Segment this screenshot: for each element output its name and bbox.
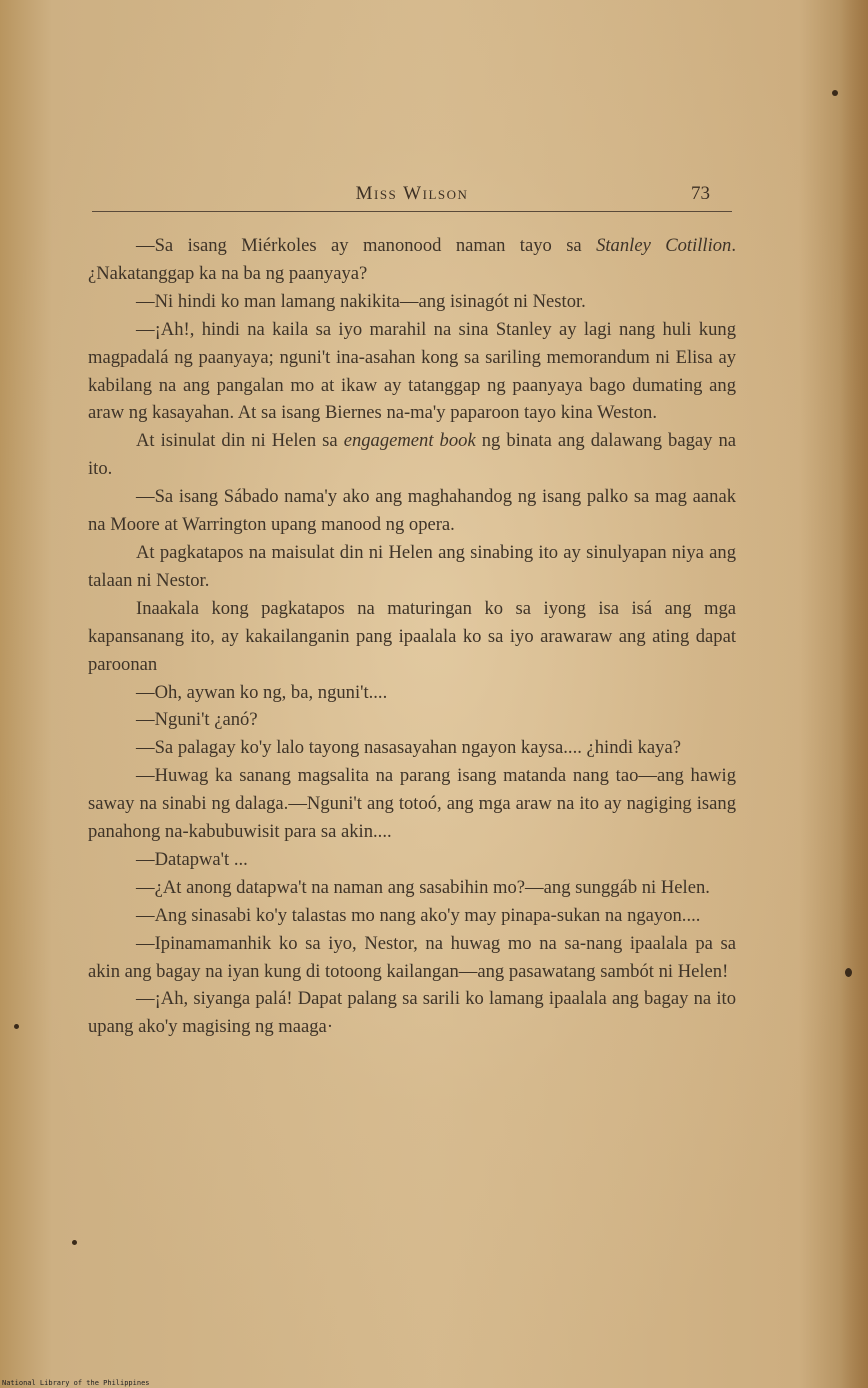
- text-run: At pagkatapos na maisulat din ni Helen ang sinabing ito ay sinulyapan niya ang talaan ni Nestor.: [88, 541, 736, 591]
- text-run: —Huwag ka sanang magsalita na parang isang matanda nang tao—ang hawig saway na sinabi ng dalaga.—Nguni't ang totoó, ang mga araw na ito ay nagiging isang panahong na-kabubuwisit para sa akin....: [88, 765, 736, 843]
- text-run: —¿At anong datapwa't na naman ang sasabihin mo?—ang sunggáb ni Helen.: [136, 876, 710, 898]
- text-run: —Datapwa't ...: [136, 848, 248, 870]
- ink-speck: [832, 90, 838, 96]
- paragraph: [88, 316, 736, 428]
- paragraph: [88, 846, 736, 874]
- text-run: —Ni hindi ko man lamang nakikita—ang isinagót ni Nestor.: [136, 290, 586, 312]
- paragraph: [88, 762, 736, 846]
- page-edge-shadow: [840, 0, 868, 1388]
- paragraph: [88, 232, 736, 288]
- footer-credit: National Library of the Philippines: [2, 1379, 150, 1387]
- paragraph: [88, 595, 736, 679]
- text-run: Inaakala kong pagkatapos na maturingan ko sa iyong isa isá ang mga kapansanang ito, ay kakailanganin pang ipaalala ko sa iyo arawaraw ang ating dapat paroonan: [88, 597, 736, 675]
- paragraph: [88, 483, 736, 539]
- running-title: Miss Wilson: [355, 183, 469, 204]
- running-head: [92, 183, 732, 209]
- paragraph: [88, 706, 736, 734]
- text-run: —Sa palagay ko'y lalo tayong nasasayahan ngayon kaysa.... ¿hindi kaya?: [136, 737, 681, 759]
- text-run: At isinulat din ni Helen sa: [136, 430, 344, 452]
- body-text: [88, 232, 736, 1041]
- text-run: —Sa isang Sábado nama'y ako ang maghahandog ng isang palko sa mag aanak na Moore at Warrington upang manood ng opera.: [88, 486, 736, 536]
- text-run: . ¿Nakatanggap ka na ba ng paanyaya?: [88, 235, 736, 284]
- paragraph: [88, 734, 736, 762]
- paragraph: [88, 539, 736, 595]
- paragraph: [88, 874, 736, 902]
- paragraph: [88, 985, 736, 1041]
- ink-speck: [845, 968, 852, 977]
- italic-phrase: Stanley Cotillion: [596, 235, 732, 256]
- text-run: —Sa isang Miérkoles ay manonood naman tayo sa: [136, 235, 597, 256]
- text-run: —¡Ah, siyanga palá! Dapat palang sa sarili ko lamang ipaalala ang bagay na ito upang ako'y magising ng maaga·: [88, 988, 736, 1038]
- text-run: —Nguni't ¿anó?: [136, 709, 258, 731]
- ink-speck: [72, 1240, 77, 1245]
- text-run: —Ipinamamanhik ko sa iyo, Nestor, na huwag mo na sa-nang ipaalala pa sa akin ang bagay na iyan kung di totoong kailangan—ang pasawatang sambót ni Helen!: [88, 932, 736, 982]
- italic-phrase: engagement book: [343, 430, 476, 452]
- text-run: —Oh, aywan ko ng, ba, nguni't....: [136, 681, 388, 703]
- ink-speck: [14, 1024, 19, 1029]
- text-run: —Ang sinasabi ko'y talastas mo nang ako'y may pinapa-sukan na ngayon....: [136, 904, 701, 926]
- text-run: ng binata ang dalawang bagay na ito.: [88, 430, 737, 480]
- paragraph: [88, 679, 736, 707]
- paragraph: [88, 930, 736, 986]
- paragraph: [88, 288, 736, 316]
- header-rule: [92, 211, 732, 212]
- paragraph: [88, 427, 736, 483]
- page-number: 73: [691, 183, 710, 204]
- text-run: —¡Ah!, hindi na kaila sa iyo marahil na sina Stanley ay lagi nang huli kung magpadalá ng paanyaya; nguni't ina-asahan kong sa sariling memorandum ni Elisa ay kabilang na ang pangalan mo at ikaw ay tatanggap ng paanyaya bago dumating ang araw ng kasayahan. At sa isang Biernes na-ma'y paparoon tayo kina Weston.: [88, 318, 736, 424]
- paragraph: [88, 902, 736, 930]
